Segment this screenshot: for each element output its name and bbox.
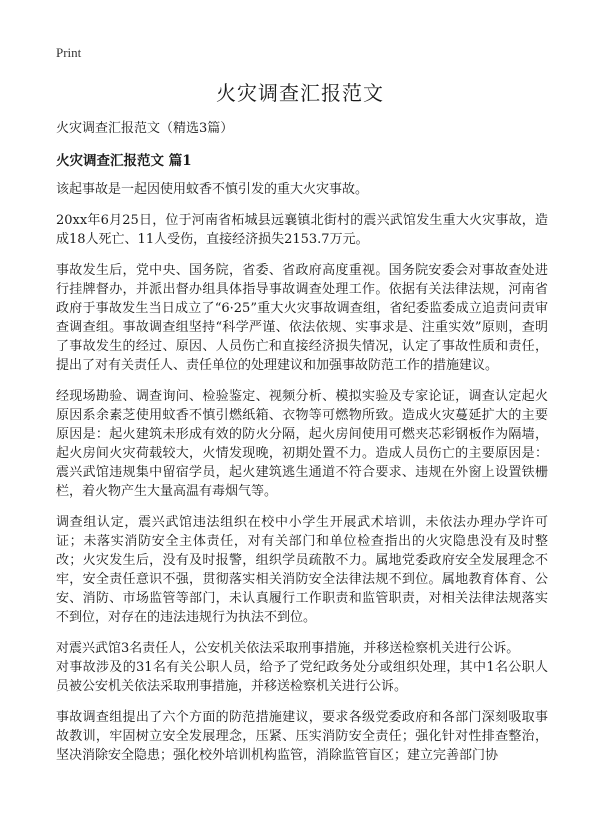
print-link[interactable]: Print xyxy=(56,45,82,60)
paragraph-4: 经现场勘验、调查询问、检验鉴定、视频分析、模拟实验及专家论证，调查认定起火原因系余素芝使用蚊香不慎引燃纸箱、衣物等可燃物所致。造成火灾蔓延扩大的主要原因是：起火建筑未形成有效的防火分隔，起火房间使用可燃夹芯彩钢板作为隔墙，起火房间火灾荷载较大，火情发现晚，初期处置不力。造成人员伤亡的主要原因是：震兴武馆违规集中留宿学员，起火建筑逃生通道不符合要求、违规在外窗上设置铁栅栏，着火物产生大量高温有毒烟气等。 xyxy=(56,389,548,499)
paragraph-3: 事故发生后，党中央、国务院，省委、省政府高度重视。国务院安委会对事故查处进行挂牌督办，并派出督办组具体指导事故调查处理工作。依据有关法律法规，河南省政府于事故发生当日成立了“6·25”重大火灾事故调查组，省纪委监委成立追责问责审查调查组。事故调查组坚持“科学严谨、依法依规、实事求是、注重实效”原则，查明了事故发生的经过、原因、人员伤亡和直接经济损失情况，认定了事故性质和责任，提出了对有关责任人、责任单位的处理建议和加强事故防范工作的措施建议。 xyxy=(56,263,548,373)
paragraph-5: 调查组认定，震兴武馆违法组织在校中小学生开展武术培训，未依法办理办学许可证；未落实消防安全主体责任，对有关部门和单位检查指出的火灾隐患没有及时整改；火灾发生后，没有及时报警，组织学员疏散不力。属地党委政府安全发展理念不牢，安全责任意识不强，贯彻落实相关消防安全法律法规不到位。属地教育体育、公安、消防、市场监管等部门，未认真履行工作职责和监管职责，对相关法律法规落实不到位，对存在的违法违规行为执法不到位。 xyxy=(56,515,548,625)
paragraph-6: 对震兴武馆3名责任人，公安机关依法采取刑事措施，并移送检察机关进行公诉。 xyxy=(56,641,520,656)
paragraph-7: 对事故涉及的31名有关公职人员，给予了党纪政务处分或组织处理，其中1名公职人员被公安机关依法采取刑事措施，并移送检察机关进行公诉。 xyxy=(56,660,548,694)
document-body xyxy=(56,119,548,777)
paragraph-1: 该起事故是一起因使用蚊香不慎引发的重大火灾事故。 xyxy=(56,182,369,197)
paragraph-2: 20xx年6月25日，位于河南省柘城县远襄镇北街村的震兴武馆发生重大火灾事故，造成18人死亡、11人受伤，直接经济损失2153.7万元。 xyxy=(56,213,548,247)
section-heading: 火灾调查汇报范文 篇1 xyxy=(56,153,192,169)
document-subtitle: 火灾调查汇报范文（精选3篇） xyxy=(56,121,234,136)
paragraph-8: 事故调查组提出了六个方面的防范措施建议，要求各级党委政府和各部门深刻吸取事故教训，牢固树立安全发展理念，压紧、压实消防安全责任；强化针对性排查整治，坚决消除安全隐患；强化校外培训机构监管，消除监管盲区；建立完善部门协 xyxy=(56,710,548,763)
document-title: 火灾调查汇报范文 xyxy=(216,81,384,105)
